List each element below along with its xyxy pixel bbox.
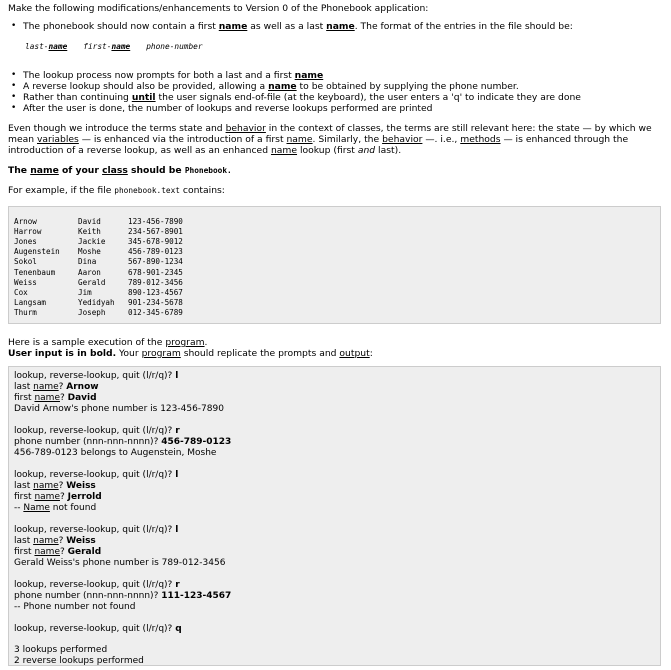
phonebook-entry	[14, 217, 183, 226]
phonebook-entry	[14, 237, 183, 246]
entry-first-name: Joseph	[78, 307, 106, 317]
output-line: -- Name not found	[14, 503, 97, 513]
entry-last-name: Jones	[14, 237, 37, 247]
entry-last-name: Weiss	[14, 277, 37, 287]
bullet-marker: •	[11, 81, 17, 91]
entry-last-name: Sokol	[14, 257, 37, 267]
entry-phone-number: 678-901-2345	[128, 267, 183, 277]
output-line: first name? Jerrold	[14, 492, 102, 502]
entry-first-name: Moshe	[78, 247, 101, 257]
output-line: Gerald Weiss's phone number is 789-012-3456	[14, 558, 226, 568]
entry-phone-number: 012-345-6789	[128, 307, 183, 317]
entry-last-name: Tenenbaum	[14, 267, 56, 277]
output-line: first name? Gerald	[14, 547, 102, 557]
paragraph-line-1: Even though we introduce the terms state and behavior in the context of classes, the terms are still relevant here: the state — by which we	[8, 123, 652, 134]
sample-note: User input is in bold. Your program should replicate the prompts and output:	[8, 348, 373, 359]
bullet-marker: •	[11, 103, 17, 113]
phonebook-entry	[14, 257, 183, 266]
entry-phone-number: 567-890-1234	[128, 257, 183, 267]
entry-last-name: Arnow	[14, 217, 37, 226]
entry-phone-number: 890-123-4567	[128, 287, 183, 297]
output-line: first name? David	[14, 393, 97, 403]
example-intro: For example, if the file phonebook.text contains:	[8, 185, 225, 196]
entry-phone-number: 456-789-0123	[128, 247, 183, 257]
entry-first-name: Aaron	[78, 267, 101, 277]
output-line: lookup, reverse-lookup, quit (l/r/q)? q	[14, 624, 182, 634]
intro-text: Make the following modifications/enhancements to Version 0 of the Phonebook application:	[8, 3, 429, 14]
bullet-marker: •	[11, 21, 17, 31]
phonebook-entry	[14, 247, 183, 256]
output-line: lookup, reverse-lookup, quit (l/r/q)? r	[14, 580, 180, 590]
entry-first-name: David	[78, 217, 101, 226]
bullet-3: A reverse lookup should also be provided, allowing a name to be obtained by supplying the phone number.	[23, 81, 519, 92]
output-line: last name? Weiss	[14, 481, 96, 491]
output-line: phone number (nnn-nnn-nnnn)? 111-123-4567	[14, 591, 232, 601]
output-line: last name? Arnow	[14, 382, 99, 392]
sample-intro: Here is a sample execution of the program.	[8, 337, 208, 348]
phonebook-entry	[14, 288, 183, 297]
phonebook-entry	[14, 278, 183, 287]
output-line: phone number (nnn-nnn-nnnn)? 456-789-0123	[14, 437, 232, 447]
output-line: lookup, reverse-lookup, quit (l/r/q)? l	[14, 470, 179, 480]
entry-last-name: Cox	[14, 287, 28, 297]
entry-first-name: Keith	[78, 227, 101, 237]
bullet-marker: •	[11, 92, 17, 102]
entry-phone-number: 789-012-3456	[128, 277, 183, 287]
entry-first-name: Jim	[78, 287, 92, 297]
phonebook-entry	[14, 308, 183, 317]
output-line: lookup, reverse-lookup, quit (l/r/q)? l	[14, 371, 179, 381]
bullet-marker: •	[11, 70, 17, 80]
sample-execution-output	[8, 366, 661, 666]
entry-phone-number: 901-234-5678	[128, 297, 183, 307]
output-line: David Arnow's phone number is 123-456-7890	[14, 404, 224, 414]
phonebook-file-contents	[8, 206, 661, 324]
output-line: last name? Weiss	[14, 536, 96, 546]
phonebook-entry	[14, 227, 183, 236]
phonebook-entry	[14, 268, 183, 277]
phonebook-entry	[14, 298, 183, 307]
entry-format: last-name first-name phone-number	[25, 42, 203, 51]
output-line: lookup, reverse-lookup, quit (l/r/q)? r	[14, 426, 180, 436]
bullet-1: The phonebook should now contain a first name as well as a last name. The format of the entries in the file should be:	[23, 21, 573, 32]
bullet-4: Rather than continuing until the user signals end-of-file (at the keyboard), the user enters a 'q' to indicate they are done	[23, 92, 581, 103]
entry-first-name: Jackie	[78, 237, 106, 247]
paragraph-line-3: introduction of a reverse lookup, as well as an enhanced name lookup (first and last).	[8, 145, 402, 156]
output-line: lookup, reverse-lookup, quit (l/r/q)? l	[14, 525, 179, 535]
entry-first-name: Dina	[78, 257, 97, 267]
bullet-2: The lookup process now prompts for both a last and a first name	[23, 70, 324, 81]
bullet-5: After the user is done, the number of lookups and reverse lookups performed are printed	[23, 103, 433, 114]
entry-last-name: Harrow	[14, 227, 42, 237]
output-line: 456-789-0123 belongs to Augenstein, Moshe	[14, 448, 217, 458]
entry-last-name: Thurm	[14, 307, 37, 317]
class-name-note: The name of your class should be Phonebook.	[8, 165, 232, 176]
entry-phone-number: 234-567-8901	[128, 227, 183, 237]
output-line: -- Phone number not found	[14, 602, 136, 612]
entry-last-name: Augenstein	[14, 247, 60, 257]
paragraph-line-2: mean variables — is enhanced via the introduction of a first name. Similarly, the behavior —. i.e., methods — is enhanced through the	[8, 134, 629, 145]
reverse-lookup-summary: 2 reverse lookups performed	[14, 656, 144, 666]
entry-first-name: Yedidyah	[78, 297, 115, 307]
entry-first-name: Gerald	[78, 277, 106, 287]
entry-phone-number: 123-456-7890	[128, 217, 183, 226]
entry-last-name: Langsam	[14, 297, 47, 307]
lookup-summary: 3 lookups performed	[14, 645, 108, 655]
entry-phone-number: 345-678-9012	[128, 237, 183, 247]
